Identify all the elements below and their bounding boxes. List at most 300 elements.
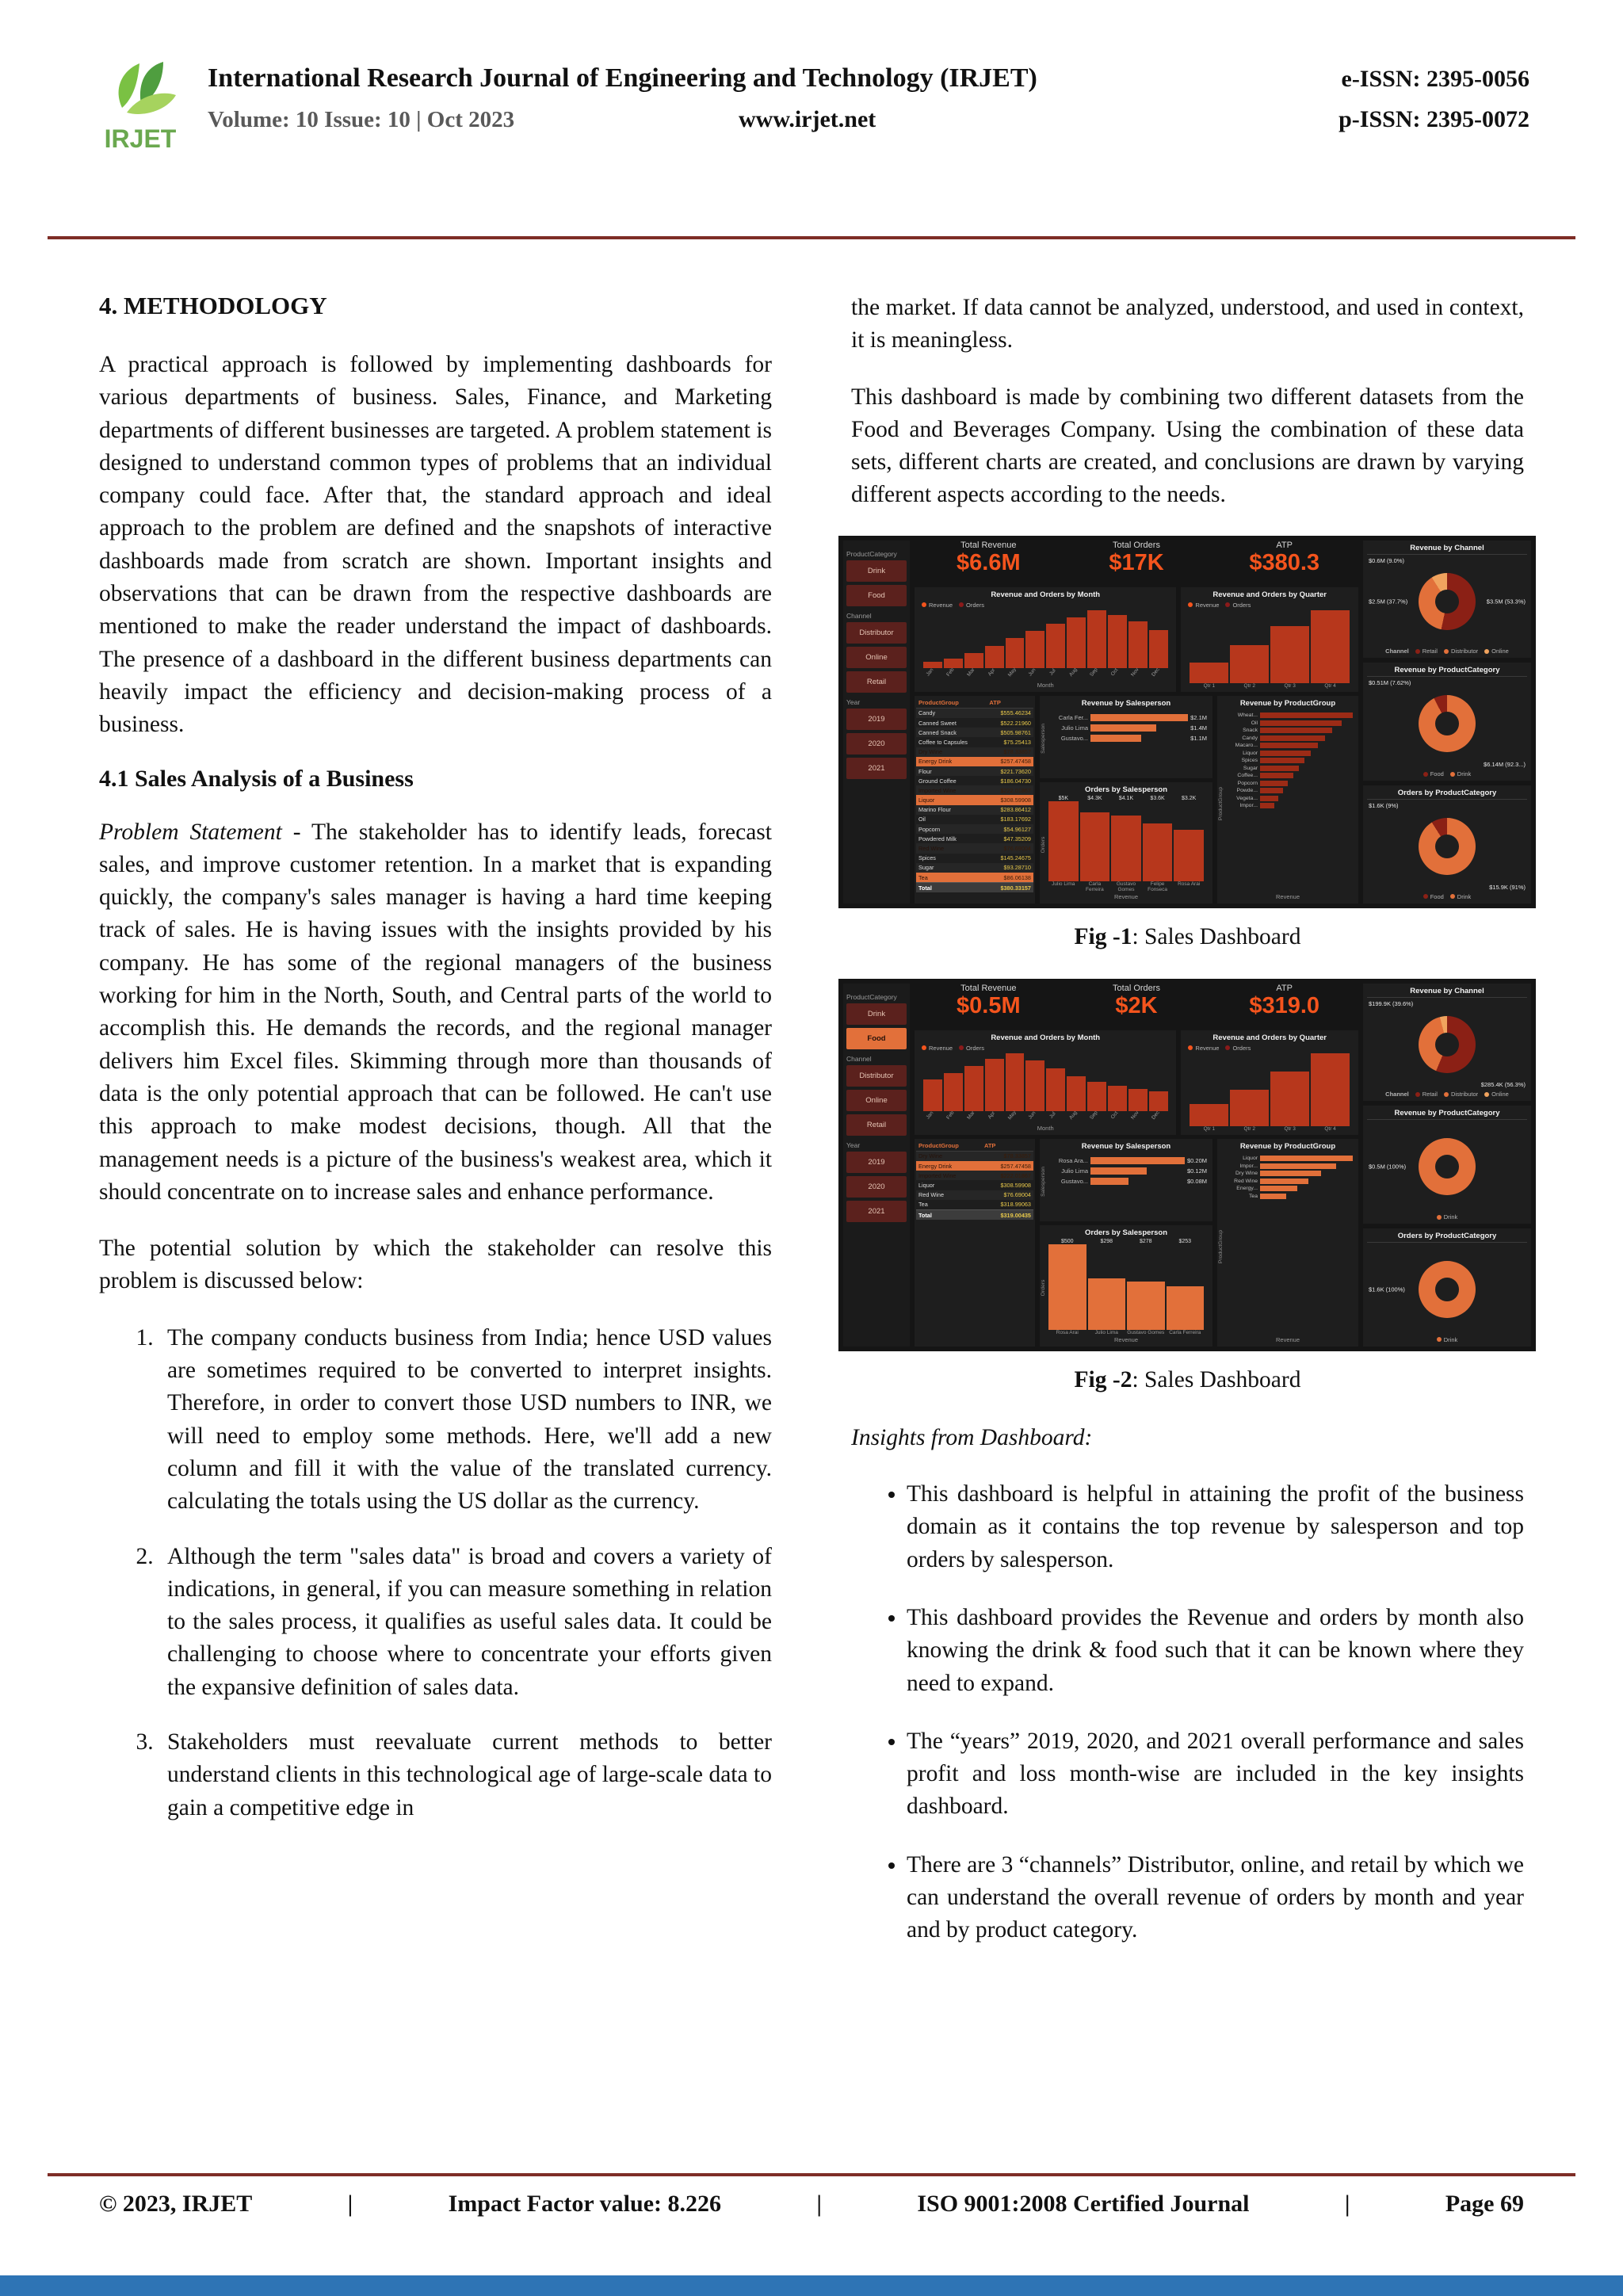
channel-filter-label: Channel [846, 611, 872, 620]
volume-issue: Volume: 10 Issue: 10 | Oct 2023 [208, 107, 515, 132]
bar-label: Vegeta... [1236, 795, 1258, 801]
table-cell: Red Wine [918, 1191, 945, 1199]
kpi-label: Total Revenue [960, 983, 1017, 993]
kpi-total-revenue [915, 984, 1063, 1026]
bar-label: Impor... [1239, 1163, 1258, 1169]
e-issn: e-ISSN: 2395-0056 [1341, 66, 1529, 92]
total-value: $319.00435 [982, 1209, 1033, 1220]
bar-label: Candy [1242, 735, 1258, 741]
productcategory-filter-label: ProductCategory [846, 549, 897, 558]
bar [1111, 816, 1141, 881]
axis-tick-label: Feb [945, 1110, 956, 1121]
legend-item: Distributor [1444, 648, 1478, 655]
table-cell: $54.96127 [1003, 825, 1031, 833]
channel-filter-label: Channel [846, 1054, 872, 1063]
revenue-by-channel-card [1363, 984, 1531, 1102]
bar-value: $0.20M [1186, 1156, 1207, 1164]
kpi-value: $6.6M [957, 549, 1021, 575]
hbar-row [1229, 773, 1353, 778]
axis-tick-label: Aug [1068, 1110, 1079, 1121]
legend-item: Food [1423, 893, 1444, 900]
kpi-value: $380.3 [1249, 549, 1320, 575]
bar [1311, 1053, 1350, 1126]
bar-track [1260, 788, 1353, 793]
legend-dot-icon [1423, 772, 1428, 777]
dashboard-intro-paragraph: This dashboard is made by combining two different datasets from the Food and Beverages Company. Using the combination of these data sets, different charts are created, and conclusions are drawn by varying different aspects according to the needs. [851, 384, 1524, 508]
bar-track [1260, 735, 1353, 741]
x-axis-title: Revenue [1113, 1335, 1139, 1343]
chart-title: Revenue by ProductGroup [1239, 1141, 1336, 1151]
donut-column [1363, 984, 1531, 1347]
bar-label: Snack [1243, 728, 1258, 734]
axis-tick-label: Qtr 4 [1324, 1125, 1336, 1132]
axis-tick-label: Carla Ferreira [1086, 881, 1104, 892]
solution-item-1: 1. The company conducts business from India; hence USD values are sometimes required to be converted to interpret insights. Therefore, in order to convert those USD numbers to INR, we will need to employ some methods. Here, we'll add a new column and fill it with the value of the translated currency. calculating the totals using the US dollar as the currency. [159, 1322, 772, 1519]
donut-data-label: $285.4K (56.3%) [1480, 1081, 1526, 1089]
chart-title: Revenue and Orders by Quarter [1212, 590, 1327, 599]
axis-tick-label: Qtr 2 [1243, 682, 1255, 689]
hbar-row [1229, 803, 1353, 808]
legend-item: Revenue [922, 602, 953, 609]
orders-bars [1044, 801, 1209, 881]
bar-label: Dry Wine [1235, 1171, 1258, 1177]
impact-factor: Impact Factor value: 8.226 [448, 2191, 721, 2217]
hbar-row [1229, 712, 1353, 718]
insights-heading: Insights from Dashboard: [851, 1424, 1093, 1450]
table-row [916, 873, 1033, 883]
kpi-value: $0.5M [957, 992, 1021, 1018]
kpi-label: ATP [1276, 983, 1293, 993]
left-column [99, 292, 772, 1973]
axis-tick-label: $253 [1178, 1238, 1192, 1244]
legend-item: Food [1423, 770, 1444, 777]
filter-button-2019: 2019 [846, 1152, 907, 1173]
table-cell: Imported Wine [918, 1171, 957, 1179]
bar-label: Wheat... [1237, 712, 1258, 719]
hbar-row [1229, 758, 1353, 763]
channel-filter-group [846, 622, 907, 693]
revenue-by-productcategory-card [1363, 663, 1531, 781]
hbar-row [1229, 766, 1353, 771]
problem-statement-text: The stakeholder has to identify leads, forecast sales, and improve customer retention. In a market that is expanding quickly, the company's sales manager is having a hard time keeping track of sales. He is having issues with the insights provided by his company. He has some of the regional managers of the business working for him in the North, South, and Central parts of the world to accomplish this. He demands the records, and the regional manager delivers him Excel files. Skimming through more than thousands of data is the only potential approach that can be followed. He can't use this approach to make modest decisions, though. All that the management needs is a picture of the business's weakest area, which it should concentrate on to increase sales and enhance performance. [99, 819, 772, 1205]
bar-track [1260, 712, 1353, 718]
bar [944, 1073, 963, 1110]
copyright: © 2023, IRJET [99, 2191, 253, 2217]
quarter-bars [1185, 610, 1354, 683]
chart-title: Revenue and Orders by Quarter [1212, 1033, 1327, 1042]
legend-dot-icon [1225, 602, 1230, 607]
bar-label: Sugar [1243, 765, 1258, 771]
bar-track [1260, 781, 1353, 786]
journal-header [94, 59, 1529, 166]
axis-tick-label: Nov [1129, 1110, 1140, 1121]
bar-value-labels [1044, 796, 1209, 801]
donut-area [1367, 678, 1527, 769]
table-cell: Energy Drink [918, 1162, 953, 1170]
problem-statement-label: Problem Statement - [99, 819, 301, 845]
bar [1260, 758, 1304, 763]
bar [1270, 1072, 1309, 1126]
axis-tick-label: Gustavo Gomes [1127, 1329, 1165, 1335]
legend-item: Drink [1450, 893, 1472, 900]
table-cell: Ground Coffee [918, 777, 957, 785]
revenue-orders-by-quarter-chart [1181, 587, 1358, 692]
atp-table [915, 1139, 1035, 1347]
kpi-label: Total Revenue [960, 540, 1017, 550]
axis-tick-label: Apr [987, 1110, 996, 1121]
table-cell: $257.47458 [1000, 1162, 1031, 1170]
figure-2-caption-text: : Sales Dashboard [1132, 1366, 1301, 1392]
chart-row [915, 1030, 1358, 1135]
axis-tick-label: Julio Lima [1052, 881, 1075, 887]
legend-item: Revenue [922, 1045, 953, 1052]
table-cell: $308.59908 [1000, 1181, 1031, 1189]
bar-track [1260, 1194, 1353, 1199]
legend-item: Orders [1225, 602, 1251, 609]
legend-item: Orders [959, 1045, 984, 1052]
hbar-row [1229, 743, 1353, 748]
bar [1260, 1156, 1353, 1161]
legend-dot-icon [1437, 1215, 1442, 1220]
table-body [916, 1151, 1033, 1209]
legend-dot-icon [959, 602, 964, 607]
revenue-by-channel-card [1363, 541, 1531, 659]
axis-tick-label: $3.2K [1182, 795, 1197, 801]
table-cell: $76.69004 [1003, 845, 1031, 852]
table-row [916, 747, 1033, 757]
axis-tick-label: $3.6K [1150, 795, 1165, 801]
bar [1260, 712, 1353, 718]
quarter-axis-labels [1185, 1126, 1354, 1132]
axis-tick-label: $298 [1100, 1238, 1113, 1244]
axis-tick-label: Oct [1109, 1110, 1120, 1121]
axis-tick-label: Jul [1048, 667, 1057, 677]
axis-tick-label: Qtr 3 [1284, 682, 1296, 689]
bar-label: Red Wine [1234, 1178, 1258, 1184]
chart-title: Revenue and Orders by Month [991, 590, 1101, 599]
legend-item: Retail [1415, 1091, 1438, 1098]
kpi-total-orders [1063, 541, 1211, 583]
hbar-row [1229, 788, 1353, 793]
donut-data-label: $2.5M (37.7%) [1369, 598, 1408, 606]
axis-tick-label: Dec [1150, 667, 1161, 678]
subsection-heading: 4.1 Sales Analysis of a Business [99, 765, 414, 792]
table-cell: $76.69004 [1003, 1191, 1031, 1199]
table-total-row [916, 1209, 1033, 1220]
donut-column [1363, 541, 1531, 904]
journal-title: International Research Journal of Engineering and Technology (IRJET) [208, 63, 1037, 93]
axis-tick-label: Sep [1089, 667, 1099, 678]
axis-tick-label: Mar [965, 1110, 976, 1121]
table-cell: $522.21960 [1000, 719, 1031, 727]
bar [1167, 1286, 1205, 1330]
donut-legend [1367, 1336, 1527, 1343]
bar [964, 1066, 983, 1111]
salesperson-bars [1044, 1152, 1209, 1218]
legend-item: Revenue [1188, 1045, 1219, 1052]
table-cell: Dry Wine [918, 748, 942, 756]
axis-tick-label: Rosa Arai [1056, 1329, 1079, 1335]
journal-website-link[interactable]: www.irjet.net [739, 106, 876, 132]
axis-tick-label: Jul [1048, 1110, 1057, 1120]
p-issn: p-ISSN: 2395-0072 [1338, 106, 1529, 132]
bar-track [1090, 735, 1188, 742]
table-cell: $222.01867 [1000, 786, 1031, 794]
bar-label: Julio Lima [1061, 724, 1088, 732]
hbar-row [1229, 1179, 1353, 1184]
table-row [916, 776, 1033, 785]
bar-track [1090, 1157, 1185, 1164]
problem-statement-paragraph [99, 816, 772, 1209]
donut-data-label: $0.51M (7.62%) [1369, 679, 1411, 687]
axis-tick-label: Mar [965, 667, 976, 678]
month-axis-labels [918, 668, 1172, 681]
bar-label: Spices [1241, 758, 1258, 764]
table-row [916, 708, 1033, 718]
legend-item: Orders [959, 602, 984, 609]
legend-dot-icon [959, 1045, 964, 1050]
bar [1048, 801, 1079, 881]
kpi-value: $2K [1115, 992, 1158, 1018]
donut-area [1367, 999, 1527, 1090]
bar-track [1260, 751, 1353, 756]
hbar-row [1052, 1178, 1207, 1185]
legend-dot-icon [922, 602, 926, 607]
filter-button-food: Food [846, 1028, 907, 1049]
table-row [916, 843, 1033, 853]
bar [1190, 1104, 1228, 1126]
table-row [916, 785, 1033, 795]
bar [1260, 796, 1278, 801]
table-header-atp: ATP [987, 697, 1033, 709]
header-divider [48, 236, 1575, 239]
table-header-productgroup: ProductGroup [916, 1140, 982, 1152]
donut-data-label: $199.9K (39.6%) [1369, 999, 1414, 1007]
table-cell: $222.01867 [1000, 1171, 1031, 1179]
table-cell: $308.59908 [1000, 797, 1031, 804]
table-cell: $257.47458 [1000, 758, 1031, 766]
bar [1270, 626, 1309, 683]
hbar-row [1229, 1163, 1353, 1169]
channel-filter-group [846, 1065, 907, 1136]
bar [1080, 812, 1110, 881]
table-row [916, 1171, 1033, 1180]
donut-legend [1367, 1213, 1527, 1221]
right-column [846, 292, 1526, 1973]
year-filter-label: Year [846, 697, 861, 706]
x-axis-title: Revenue [1275, 1335, 1300, 1343]
axis-tick-label: Oct [1109, 667, 1120, 678]
table-cell: Spices [918, 854, 936, 862]
dashboard1-filter-sidebar [843, 541, 910, 904]
hbar-row [1229, 1171, 1353, 1176]
orders-bars [1044, 1244, 1209, 1330]
salesperson-axis-labels [1044, 881, 1209, 892]
table-cell: $183.17692 [1000, 816, 1031, 823]
donut-data-label: $3.5M (53.3%) [1486, 598, 1526, 606]
table-body [916, 708, 1033, 882]
legend-dot-icon [1423, 894, 1428, 899]
axis-tick-label: Dec [1150, 1110, 1161, 1121]
legend-prefix: Channel [1385, 1091, 1409, 1098]
bar [1260, 766, 1299, 771]
dashboard2-main [915, 984, 1358, 1347]
bar-track [1260, 1156, 1353, 1161]
hbar-row [1229, 751, 1353, 756]
bar-label: Powde... [1236, 788, 1258, 794]
page-footer [99, 2191, 1524, 2218]
irjet-logo-graphic [94, 59, 187, 162]
bar-label: Rosa Ara... [1058, 1156, 1088, 1164]
month-axis-labels [918, 1111, 1172, 1124]
irjet-logo-text: IRJET [104, 124, 177, 153]
table-cell: $75.25413 [1003, 738, 1031, 746]
bar-label: Liquor [1243, 1156, 1258, 1162]
bar [1260, 788, 1283, 793]
axis-tick-label: Jan [925, 1110, 935, 1121]
chart-title: Orders by Salesperson [1084, 785, 1168, 794]
sales-dashboard-figure-1 [838, 536, 1536, 908]
bar [1127, 1282, 1165, 1329]
chart-title: Revenue by Channel [1367, 987, 1527, 998]
table-cell: Popcorn [918, 825, 941, 833]
donut-area [1367, 1244, 1527, 1335]
legend-dot-icon [1415, 1092, 1420, 1097]
chart-title: Orders by Salesperson [1084, 1228, 1168, 1237]
legend-item: Retail [1415, 648, 1438, 655]
table-cell: Liquor [918, 1181, 935, 1189]
chart-legend [1188, 1045, 1354, 1052]
axis-tick-label: May [1006, 667, 1018, 678]
filter-button-drink: Drink [846, 1003, 907, 1025]
chart-title: Revenue by ProductCategory [1367, 1109, 1527, 1120]
axis-tick-label: Jun [1027, 1110, 1037, 1121]
donut-data-label: $1.6K (100%) [1369, 1286, 1405, 1293]
bar [1190, 663, 1228, 683]
revenue-by-salesperson-chart [1040, 1139, 1212, 1221]
header-text [208, 59, 1529, 133]
insight-item-3: • The “years” 2019, 2020, and 2021 overall performance and sales profit and loss month-wise are included in the key insights dashboard. [907, 1725, 1524, 1824]
bar-track [1260, 728, 1353, 733]
axis-tick-label: Aug [1068, 667, 1079, 678]
legend-dot-icon [1444, 649, 1449, 654]
bar [1149, 630, 1168, 668]
table-header-atp: ATP [982, 1140, 1033, 1152]
axis-tick-label: Carla Ferreira [1169, 1329, 1201, 1335]
bar-track [1260, 720, 1353, 726]
table-cell: Tea [918, 873, 928, 881]
bar-track [1090, 714, 1188, 721]
bar [1260, 728, 1332, 733]
productgroup-bars [1221, 709, 1354, 892]
section-heading: 4. METHODOLOGY [99, 292, 327, 319]
footer-divider [48, 2173, 1575, 2176]
solution-item-2: 2. Although the term "sales data" is broad and covers a variety of indications, in general, if you can measure something in relation to the sales process, it qualifies as useful sales data. It could be challenging to choose where to concentrate your efforts given the expansive definition of sales data. [159, 1541, 772, 1704]
x-axis-title: Revenue [1113, 892, 1139, 900]
table-cell: $93.28710 [1003, 864, 1031, 872]
filter-button-distributor: Distributor [846, 1065, 907, 1087]
kpi-atp [1210, 541, 1358, 583]
table-cell: $145.24675 [1000, 854, 1031, 862]
legend-dot-icon [1444, 1092, 1449, 1097]
figure-1-caption-text: : Sales Dashboard [1132, 923, 1301, 949]
chart-row [915, 587, 1358, 692]
table-cell: Tea [918, 1201, 928, 1209]
bar-label: Oil [1251, 720, 1258, 726]
year-filter-group [846, 709, 907, 779]
donut-data-label: $15.9K (91%) [1489, 883, 1526, 891]
bar [1128, 621, 1148, 667]
bar-label: Impor... [1239, 803, 1258, 809]
table-cell: Canned Sweet [918, 719, 957, 727]
filter-button-2020: 2020 [846, 1176, 907, 1198]
revenue-by-productgroup-chart [1217, 1139, 1358, 1347]
bar-label: Gustavo... [1060, 1177, 1088, 1185]
insights-list [883, 1478, 1524, 1947]
table-cell: $47.35209 [1003, 835, 1031, 842]
table-cell: $505.98761 [1000, 728, 1031, 736]
bar [1260, 1194, 1286, 1199]
bar-value-labels [1044, 1239, 1209, 1244]
footer-separator: | [347, 2191, 353, 2217]
donut-data-label: $1.6K (9%) [1369, 802, 1399, 810]
axis-tick-label: Nov [1129, 667, 1140, 678]
legend-dot-icon [922, 1045, 926, 1050]
orders-by-productcategory-card [1363, 785, 1531, 904]
bar-label: Carla Fer... [1058, 713, 1088, 721]
bar-track [1260, 1171, 1353, 1176]
bottom-row [915, 1139, 1358, 1347]
chart-title: Revenue by Channel [1367, 544, 1527, 555]
year-filter-group [846, 1152, 907, 1222]
sales-dashboard-figure-2 [838, 979, 1536, 1351]
month-bars [918, 610, 1172, 668]
table-cell: Liquor [918, 797, 935, 804]
legend-item: Revenue [1188, 602, 1219, 609]
bar [1025, 1060, 1044, 1111]
legend-item: Online [1484, 648, 1509, 655]
hbar-row [1229, 796, 1353, 801]
bar-label: Macaro... [1235, 743, 1258, 749]
axis-tick-label: Gustavo Gomes [1116, 881, 1136, 892]
bar-value: $1.4M [1190, 724, 1207, 732]
table-cell: Canned Snack [918, 728, 957, 736]
kpi-total-revenue [915, 541, 1063, 583]
figure-2-caption [851, 1367, 1524, 1393]
axis-tick-label: Sep [1089, 1110, 1099, 1121]
iso-certification: ISO 9001:2008 Certified Journal [917, 2191, 1250, 2217]
chart-title: Revenue by ProductGroup [1239, 698, 1336, 708]
bar-track [1090, 724, 1188, 732]
hbar-row [1052, 1157, 1207, 1164]
table-row [916, 1161, 1033, 1171]
x-axis-title: Month [1037, 1124, 1054, 1132]
bar [1260, 1186, 1297, 1191]
table-row [916, 766, 1033, 776]
chart-legend [922, 602, 1172, 609]
y-axis-title: Orders [1041, 836, 1046, 854]
orders-donut-chart [1419, 1261, 1476, 1318]
page-number: Page 69 [1445, 2191, 1524, 2217]
bar [1090, 714, 1188, 721]
legend-item: Online [1484, 1091, 1509, 1098]
donut-legend [1367, 770, 1527, 777]
bar [985, 1059, 1004, 1111]
methodology-paragraph: A practical approach is followed by implementing dashboards for various departments of business. Sales, Finance, and Marketing departments of different businesses are targeted. A problem statement is designed to understand common types of problems that an individual company could face. After that, the standard approach and ideal approach to the problem are defined and the snapshots of interactive dashboards made from scratch are shown. Important insights and observations that can be drawn from the respective dashboards are mentioned to make the reader understand the impact of dashboards. The presence of a dashboard in the different business departments can heavily impact the efficiency and decision-making process of a business. [99, 352, 772, 738]
table-cell: Oil [918, 816, 926, 823]
productcategory-filter-group [846, 560, 907, 606]
bottom-row [915, 696, 1358, 904]
